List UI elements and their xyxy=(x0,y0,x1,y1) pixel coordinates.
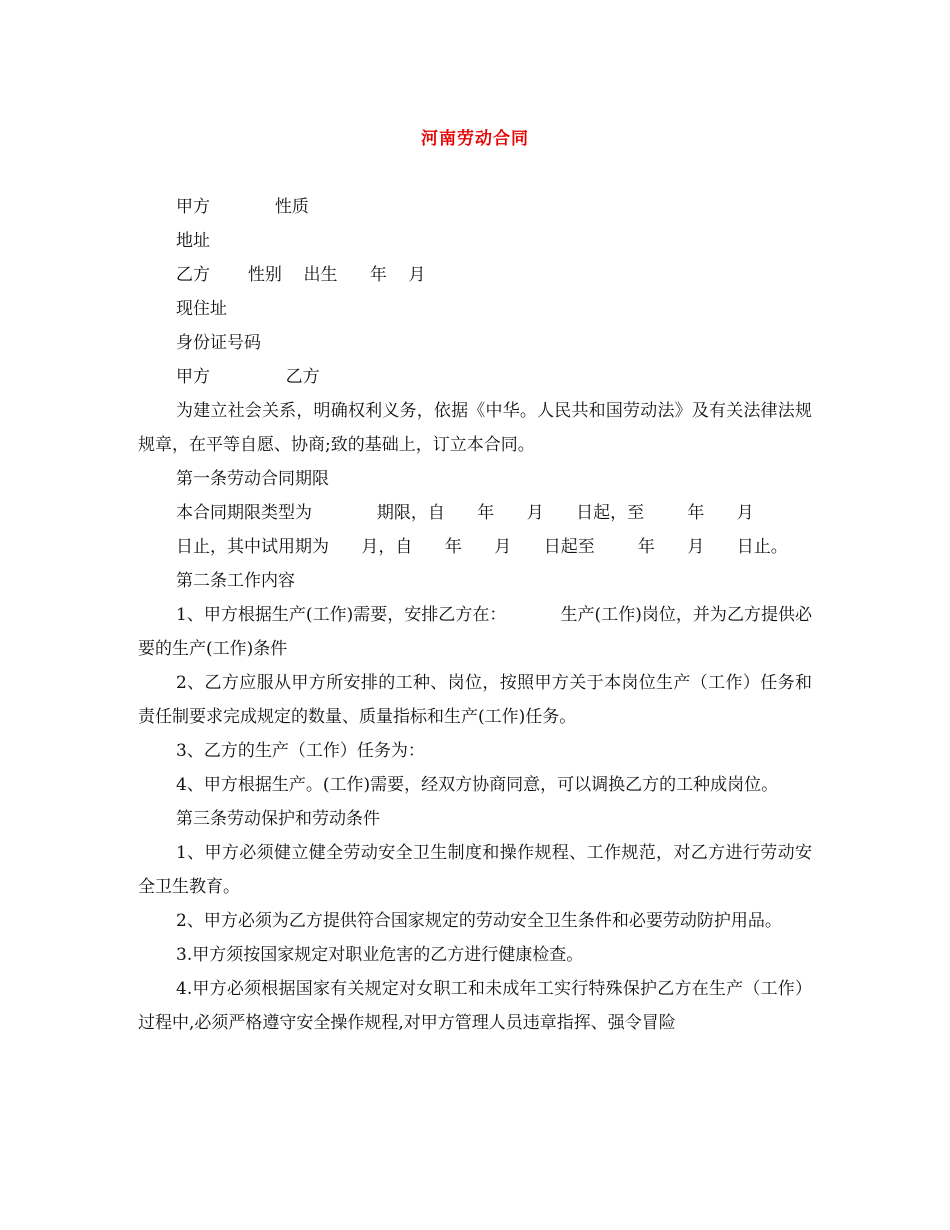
document-title: 河南劳动合同 xyxy=(421,129,529,149)
paragraph: 身份证号码 xyxy=(176,333,261,353)
section-heading: 第一条劳动合同期限 xyxy=(176,469,329,489)
paragraph: 日止，其中试用期为 月，自 年 月 日起至 年 月 日止。 xyxy=(176,537,788,557)
paragraph: 3.甲方须按国家规定对职业危害的乙方进行健康检查。 xyxy=(176,945,584,965)
paragraph: 2、甲方必须为乙方提供符合国家规定的劳动安全卫生条件和必要劳动防护用品。 xyxy=(176,911,782,931)
paragraph: 3、乙方的生产（工作）任务为： xyxy=(176,741,425,761)
paragraph: 为建立社会关系，明确权利义务，依据《中华。人民共和国劳动法》及有关法律法规规章，在平等自愿、协商;致的基础上，订立本合同。 xyxy=(138,401,812,455)
paragraph: 甲方 性质 xyxy=(176,197,309,217)
paragraph: 1、甲方根据生产(工作)需要，安排乙方在： 生产(工作)岗位，并为乙方提供必要的生产(工作)条件 xyxy=(138,605,812,659)
paragraph: 4、甲方根据生产。(工作)需要，经双方协商同意，可以调换乙方的工种成岗位。 xyxy=(176,775,779,795)
paragraph: 现住址 xyxy=(176,299,227,319)
section-heading: 第二条工作内容 xyxy=(176,571,295,591)
paragraph: 1、甲方必须健立健全劳动安全卫生制度和操作规程、工作规范，对乙方进行劳动安全卫生教育。 xyxy=(138,843,812,897)
paragraph: 地址 xyxy=(176,231,210,251)
paragraph: 本合同期限类型为 期限，自 年 月 日起，至 年 月 xyxy=(176,503,754,523)
paragraph: 2、乙方应服从甲方所安排的工种、岗位，按照甲方关于本岗位生产（工作）任务和责任制要求完成规定的数量、质量指标和生产(工作)任务。 xyxy=(138,673,812,727)
section-heading: 第三条劳动保护和劳动条件 xyxy=(176,809,380,829)
paragraph: 4.甲方必须根据国家有关规定对女职工和未成年工实行特殊保护乙方在生产（工作）过程中,必须严格遵守安全操作规程,对甲方管理人员违章指挥、强令冒险 xyxy=(138,979,812,1033)
document-body xyxy=(138,190,812,1040)
paragraph: 甲方 乙方 xyxy=(176,367,320,387)
paragraph: 乙方 性别 出生 年 月 xyxy=(176,265,426,285)
